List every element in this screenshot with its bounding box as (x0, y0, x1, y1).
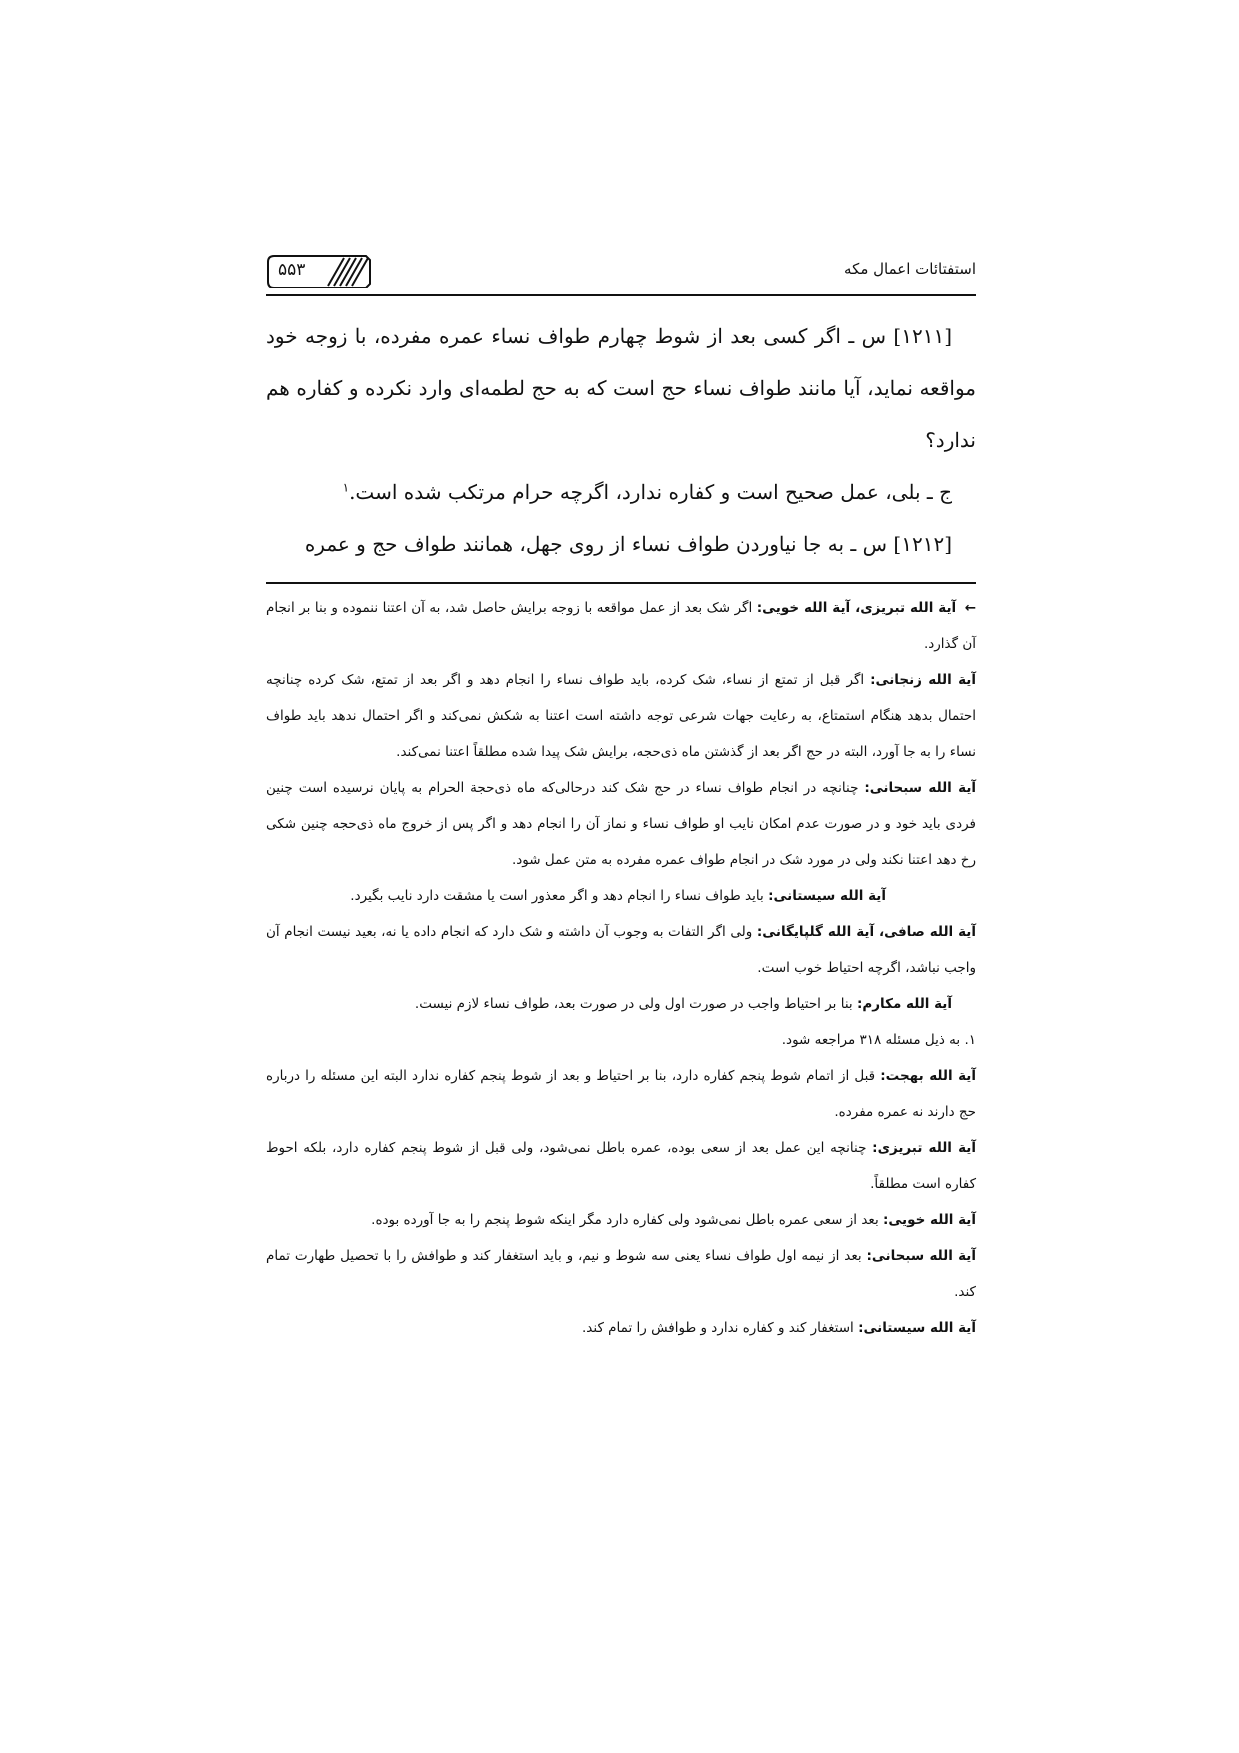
footnote-item (266, 878, 976, 914)
running-title: استفتائات اعمال مکه (844, 260, 976, 278)
page-header (266, 250, 976, 296)
footnote-item (266, 1238, 976, 1310)
footnote-label: آیة الله سبحانی: (866, 1248, 977, 1264)
footnote-item (266, 1058, 976, 1130)
question-number: [۱۲۱۲] (893, 532, 952, 556)
footnote-text: بعد از نیمه اول طواف نساء یعنی سه شوط و نیم، و باید استغفار کند و طوافش را با تحصیل طهارت تمام کند. (266, 1248, 976, 1300)
footnote-item (266, 662, 976, 770)
question-text: س ـ اگر کسی بعد از شوط چهارم طواف نساء عمره مفرده، با زوجه خود مواقعه نماید، آیا مانند طواف نساء حج است که به حج لطمه‌ای وارد نکرده و کفاره هم ندارد؟ (266, 324, 976, 452)
footnote-item (266, 1130, 976, 1202)
footnote-item (266, 1202, 976, 1238)
footnote-1: ۱. به ذیل مسئله ۳۱۸ مراجعه شود. (781, 1032, 976, 1048)
book-page (266, 250, 976, 1346)
footnote-item (266, 590, 976, 662)
footnote-ref: ۱ (342, 480, 350, 495)
footnote-text: ولی اگر التفات به وجوب آن داشته و شک دارد که انجام داده یا نه، بعید نیست انجام آن واجب نباشد، اگرچه احتیاط خوب است. (266, 924, 976, 976)
footnote-label: آیة الله سیستانی: (858, 1320, 976, 1336)
footnote-label: آیة الله صافی، آیة الله گلپایگانی: (756, 924, 976, 940)
footnote-item (266, 1310, 976, 1346)
answer-1211 (266, 466, 976, 518)
page-number-box (266, 254, 372, 288)
footnotes (266, 584, 976, 1346)
footnote-item (266, 986, 976, 1022)
footnote-text: باید طواف نساء را انجام دهد و اگر معذور است یا مشقت دارد نایب بگیرد. (350, 888, 764, 904)
footnote-label: آیة الله خویی: (883, 1212, 976, 1228)
footnote-text: بنا بر احتیاط واجب در صورت اول ولی در صورت بعد، طواف نساء لازم نیست. (414, 996, 853, 1012)
question-number: [۱۲۱۱] (893, 324, 953, 348)
footnote-label: آیة الله زنجانی: (870, 672, 976, 688)
footnote-label: آیة الله بهجت: (880, 1068, 977, 1084)
footnote-item (266, 770, 976, 878)
footnote-text: چنانچه این عمل بعد از سعی بوده، عمره باطل نمی‌شود، ولی قبل از شوط پنجم کفاره دارد، بلکه احوط کفاره است مطلقاً. (266, 1140, 976, 1192)
footnote-item (266, 914, 976, 986)
main-text (266, 296, 976, 570)
question-text: س ـ به جا نیاوردن طواف نساء از روی جهل، همانند طواف حج و عمره (304, 532, 888, 556)
question-1212 (266, 518, 976, 570)
footnote-text: قبل از اتمام شوط پنجم کفاره دارد، بنا بر احتیاط و بعد از شوط پنجم کفاره ندارد البته این مسئله را درباره حج دارند نه عمره مفرده. (266, 1068, 976, 1120)
page-number: ۵۵۳ (278, 260, 306, 280)
footnote-text: اگر قبل از تمتع از نساء، شک کرده، باید طواف نساء را انجام دهد و اگر بعد از تمتع، شک کرده چنانچه احتمال بدهد هنگام استمتاع، به رعایت جهات شرعی توجه داشته است اعتنا به شکش نمی‌کند و اگر احتمال ندهد باید طواف نساء را به جا آورد، البته در حج اگر بعد از گذشتن ماه ذی‌حجه، برایش شک پیدا شده مطلقاً اعتنا نمی‌کند. (266, 672, 976, 760)
footnote-text: چنانچه در انجام طواف نساء در حج شک کند درحالی‌که ماه ذی‌حجة الحرام به پایان نرسیده است چنین فردی باید خود و در صورت عدم امکان نایب او طواف نساء و نماز آن را انجام دهد و اگر پس از خروج ماه ذی‌حجه چنین شکی رخ دهد اعتنا نکند ولی در مورد شک در انجام طواف عمره مفرده به متن عمل شود. (266, 780, 976, 868)
footnote-label: آیة الله تبریزی، آیة الله خویی: (756, 600, 957, 616)
footnote-label: آیة الله تبریزی: (872, 1140, 976, 1156)
footnote-label: آیة الله سیستانی: (768, 888, 886, 904)
footnote-label: آیة الله مکارم: (856, 996, 952, 1012)
footnote-text: بعد از سعی عمره باطل نمی‌شود ولی کفاره دارد مگر اینکه شوط پنجم را به جا آورده بوده. (371, 1212, 879, 1228)
continuation-arrow-icon: ← (964, 600, 976, 616)
footnote-text: استغفار کند و کفاره ندارد و طوافش را تمام کند. (582, 1320, 854, 1336)
footnote-text: اگر شک بعد از عمل مواقعه با زوجه برایش حاصل شد، به آن اعتنا ننموده و بنا بر انجام آن گذارد. (266, 600, 976, 652)
question-1211 (266, 310, 976, 466)
answer-text: ج ـ بلی، عمل صحیح است و کفاره ندارد، اگرچه حرام مرتکب شده است. (349, 480, 952, 504)
footnote-label: آیة الله سبحانی: (864, 780, 977, 796)
